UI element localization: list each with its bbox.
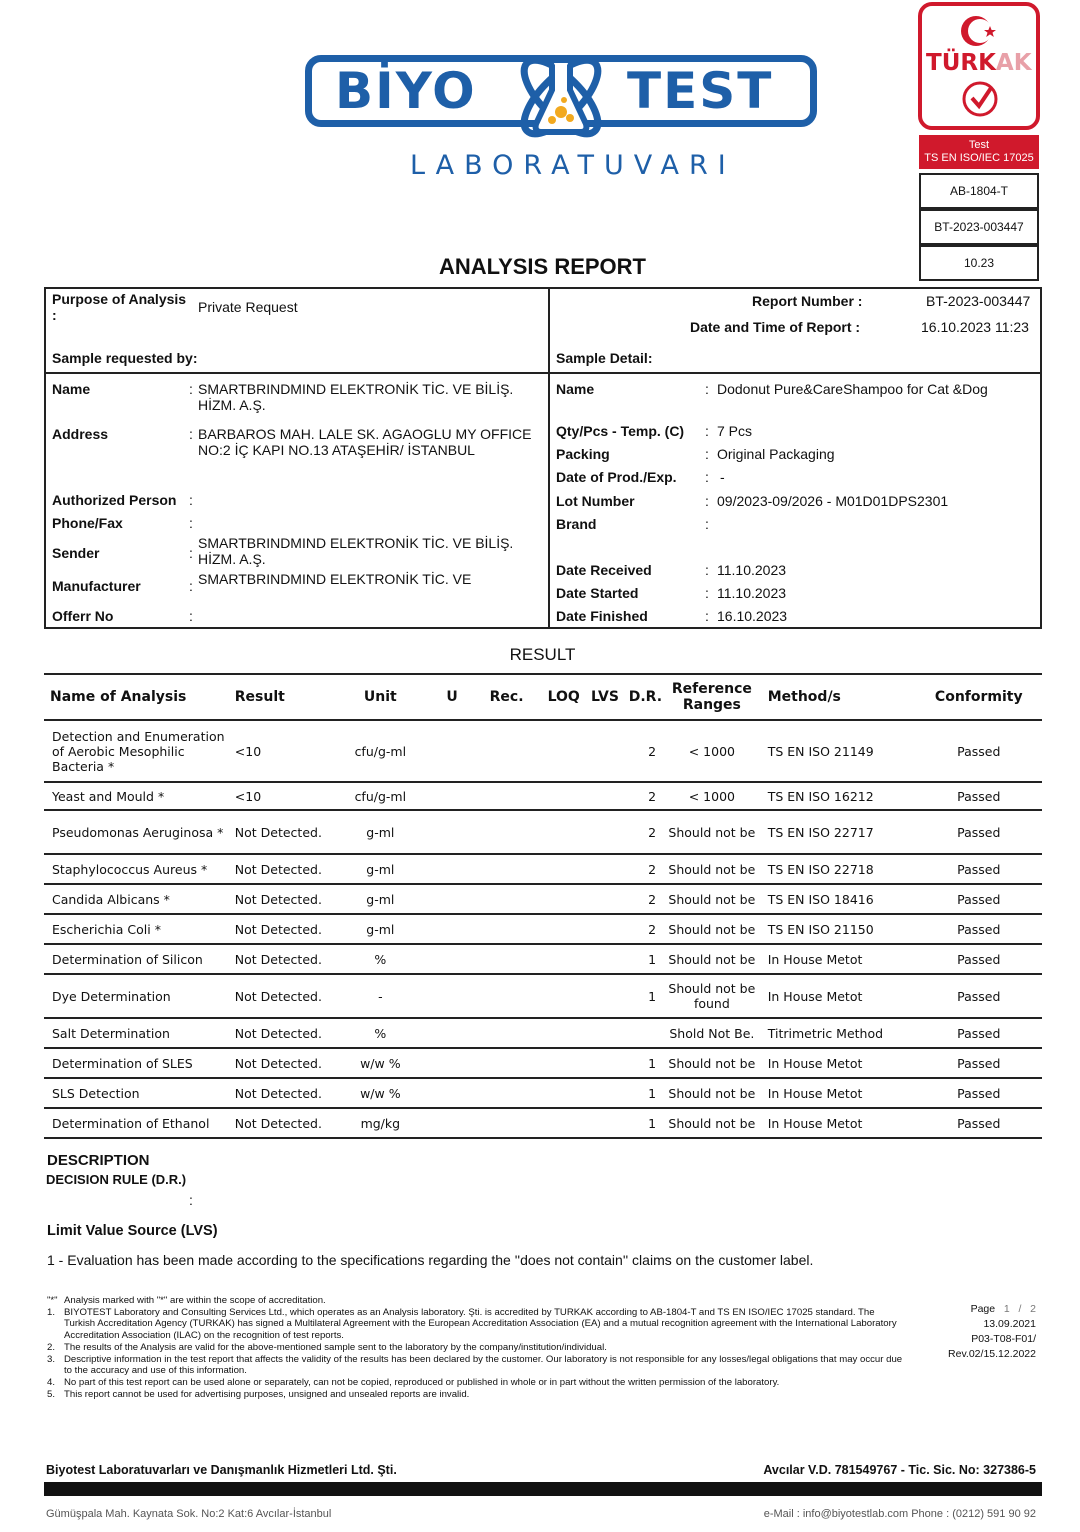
page-info	[930, 1302, 1036, 1362]
table-row	[44, 1078, 1042, 1108]
method-cell: In House Metot	[762, 944, 916, 974]
result-heading: RESULT	[509, 645, 576, 664]
rec-cell	[477, 974, 537, 1018]
lvs-cell: 1	[591, 974, 662, 1018]
conformity-cell: Passed	[916, 944, 1042, 974]
conformity-cell: Passed	[916, 1078, 1042, 1108]
unit-cell: g-ml	[333, 884, 427, 914]
loq-cell	[536, 854, 591, 884]
manufacturer-colon: :	[189, 578, 193, 594]
footer-contact: e-Mail : info@biyotestlab.com Phone : (0212) 591 90 92	[763, 1508, 1036, 1520]
received-value: 11.10.2023	[717, 562, 787, 578]
unit-cell: -	[333, 974, 427, 1018]
report-number-label: Report Number :	[752, 293, 863, 309]
col-reference-line2: Ranges	[682, 697, 741, 713]
lvs-cell: 2	[591, 914, 662, 944]
col-name: Name of Analysis	[44, 674, 229, 720]
turkak-wordmark: TÜRKAK	[926, 50, 1032, 76]
finished-label: Date Finished	[556, 608, 648, 624]
footer-company: Biyotest Laboratuvarları ve Danışmanlık Hizmetleri Ltd. Şti.	[46, 1463, 397, 1477]
manufacturer-value: SMARTBRINDMIND ELEKTRONİK TİC. VE	[198, 571, 472, 587]
finished-value: 16.10.2023	[717, 608, 788, 624]
footnote-text: This report cannot be used for advertising purposes, unsigned and unsealed reports are invalid.	[64, 1388, 470, 1400]
requester-name-colon: :	[189, 381, 193, 397]
started-label: Date Started	[556, 585, 639, 601]
analysis-name-cell: Dye Determination	[44, 974, 229, 1018]
result-cell: <10	[229, 782, 333, 810]
requester-name-line2: HİZM. A.Ş.	[198, 397, 266, 413]
requester-address-line1: BARBAROS MAH. LALE SK. AGAOGLU MY OFFICE	[198, 426, 532, 442]
decision-rule-label: DECISION RULE (D.R.)	[46, 1172, 187, 1187]
reference-cell: Should not be	[662, 914, 762, 944]
lvs-note: 1 - Evaluation has been made according to the specifications regarding the ''does not contain'' claims on the customer label.	[47, 1252, 814, 1268]
footnote-number: 4.	[47, 1376, 56, 1388]
authorized-colon: :	[189, 492, 193, 508]
result-cell: Not Detected.	[229, 914, 333, 944]
logo-text-left: BİYO	[335, 62, 477, 120]
loq-cell	[536, 944, 591, 974]
conformity-cell: Passed	[916, 810, 1042, 854]
analysis-name-cell: Determination of SLES	[44, 1048, 229, 1078]
description-title: DESCRIPTION	[47, 1152, 150, 1169]
started-colon: :	[705, 585, 709, 601]
unit-cell: w/w %	[333, 1078, 427, 1108]
analysis-name-cell: SLS Detection	[44, 1078, 229, 1108]
analysis-name-cell: Candida Albicans *	[44, 884, 229, 914]
method-cell: TS EN ISO 22717	[762, 810, 916, 854]
conformity-cell: Passed	[916, 1048, 1042, 1078]
table-row	[44, 944, 1042, 974]
purpose-label: Purpose of Analysis	[52, 291, 187, 307]
footnote-text: Descriptive information in the test report that affects the validity of the results has been declared by the customer. Our laboratory is not responsible for any losses/legal obligations that may occur due to the accuracy and use of this information.	[64, 1353, 903, 1377]
u-cell	[427, 1048, 476, 1078]
footnote-number: 3.	[47, 1353, 56, 1365]
logo-text-right: TEST	[627, 62, 774, 120]
method-cell: TS EN ISO 18416	[762, 884, 916, 914]
lvs-cell	[591, 1018, 662, 1048]
page-title: ANALYSIS REPORT	[438, 254, 646, 279]
lvs-cell: 1	[591, 1078, 662, 1108]
rec-cell	[477, 944, 537, 974]
sender-label: Sender	[52, 545, 100, 561]
tag-line-1: Test	[968, 139, 990, 151]
loq-cell	[536, 810, 591, 854]
analysis-name-cell: Staphylococcus Aureus *	[44, 854, 229, 884]
footnote-item	[47, 1307, 907, 1342]
result-cell: Not Detected.	[229, 1018, 333, 1048]
table-row	[44, 854, 1042, 884]
phone-colon: :	[189, 515, 193, 531]
purpose-colon: :	[52, 307, 57, 323]
qty-value: 7 Pcs	[717, 423, 753, 439]
started-value: 11.10.2023	[717, 585, 787, 601]
offer-label: Offerr No	[52, 608, 114, 624]
results-table	[44, 673, 1042, 1139]
analysis-name-cell: Escherichia Coli *	[44, 914, 229, 944]
conformity-cell: Passed	[916, 1108, 1042, 1138]
accreditation-code: AB-1804-T	[919, 173, 1039, 209]
requester-address-label: Address	[52, 426, 109, 442]
method-cell: Titrimetric Method	[762, 1018, 916, 1048]
conformity-cell: Passed	[916, 974, 1042, 1018]
col-dr: D.R.	[628, 689, 663, 705]
reference-cell: Should not be	[662, 944, 762, 974]
result-cell: Not Detected.	[229, 810, 333, 854]
requested-by-label: Sample requested by:	[52, 350, 198, 366]
sender-colon: :	[189, 545, 193, 561]
u-cell	[427, 810, 476, 854]
conformity-cell: Passed	[916, 854, 1042, 884]
purpose-value: Private Request	[198, 299, 298, 315]
lvs-title: Limit Value Source (LVS)	[47, 1223, 218, 1239]
received-label: Date Received	[556, 562, 652, 578]
footnote-text: BIYOTEST Laboratory and Consulting Services Ltd., which operates as an Analysis laboratory. Şti. is accredited by TURKAK according to AB-1804-T and TS EN ISO/IEC 17025 standard. The Turkish Accreditation Agency (TURKAK) has signed a Multilateral Agreement with the European Accreditation Association (EA) and a mutual recognition agreement with the International Laboratory Accreditation Association (ILAC) on the recognition of test reports.	[64, 1306, 897, 1342]
table-row	[44, 1048, 1042, 1078]
analysis-name-cell: Salt Determination	[44, 1018, 229, 1048]
result-cell: Not Detected.	[229, 884, 333, 914]
lvs-cell: 2	[591, 782, 662, 810]
footnote-number: 5.	[47, 1388, 56, 1400]
col-lvs: LVS	[591, 689, 619, 705]
col-loq: LOQ	[536, 674, 591, 720]
col-result: Result	[229, 674, 333, 720]
report-number-value: BT-2023-003447	[926, 293, 1031, 309]
unit-cell: %	[333, 1018, 427, 1048]
analysis-name-cell: Determination of Ethanol	[44, 1108, 229, 1138]
crescent-star-icon	[954, 10, 1004, 52]
footnote-item	[47, 1295, 907, 1307]
form-code: P03-T08-F01/	[971, 1333, 1036, 1345]
conformity-cell: Passed	[916, 782, 1042, 810]
loq-cell	[536, 1048, 591, 1078]
unit-cell: g-ml	[333, 854, 427, 884]
lot-colon: :	[705, 493, 709, 509]
footer-bar	[44, 1482, 1042, 1496]
rec-cell	[477, 914, 537, 944]
packing-colon: :	[705, 446, 709, 462]
lot-value: 09/2023-09/2026 - M01D01DPS2301	[717, 493, 949, 509]
analysis-name-cell: Detection and Enumeration of Aerobic Mesophilic Bacteria *	[44, 720, 229, 782]
prod-date-colon: :	[705, 469, 709, 485]
requester-name-line1: SMARTBRINDMIND ELEKTRONİK TİC. VE BİLİŞ.	[198, 381, 514, 397]
col-unit: Unit	[333, 674, 427, 720]
reference-cell: Should not be	[662, 854, 762, 884]
col-reference-line1: Reference	[671, 681, 752, 697]
footnote-text: The results of the Analysis are valid for the above-mentioned sample sent to the laboratory by the company/institution/individual.	[64, 1341, 607, 1353]
col-lvs-dr	[591, 674, 662, 720]
method-cell: In House Metot	[762, 974, 916, 1018]
result-cell: Not Detected.	[229, 974, 333, 1018]
sample-name-label: Name	[556, 381, 595, 397]
conformity-cell: Passed	[916, 1018, 1042, 1048]
lvs-cell: 1	[591, 1108, 662, 1138]
page-total: 2	[1030, 1303, 1036, 1315]
method-cell: TS EN ISO 16212	[762, 782, 916, 810]
footer-tax: Avcılar V.D. 781549767 - Tic. Sic. No: 327386-5	[763, 1463, 1036, 1477]
manufacturer-label: Manufacturer	[52, 578, 141, 594]
loq-cell	[536, 884, 591, 914]
result-cell: Not Detected.	[229, 1108, 333, 1138]
sender-line2: HİZM. A.Ş.	[198, 551, 266, 567]
table-row	[44, 974, 1042, 1018]
unit-cell: mg/kg	[333, 1108, 427, 1138]
unit-cell: w/w %	[333, 1048, 427, 1078]
loq-cell	[536, 974, 591, 1018]
footnote-number: 1.	[47, 1306, 56, 1318]
footnote-item	[47, 1389, 907, 1401]
tag-line-2: TS EN ISO/IEC 17025	[924, 152, 1034, 164]
loq-cell	[536, 782, 591, 810]
result-cell: Not Detected.	[229, 944, 333, 974]
page-number	[930, 1302, 1036, 1317]
conformity-cell: Passed	[916, 884, 1042, 914]
requester-name-label: Name	[52, 381, 91, 397]
footnote-item	[47, 1377, 907, 1389]
analysis-name-cell: Determination of Silicon	[44, 944, 229, 974]
u-cell	[427, 974, 476, 1018]
u-cell	[427, 1018, 476, 1048]
finished-colon: :	[705, 608, 709, 624]
reference-cell: < 1000	[662, 720, 762, 782]
packing-label: Packing	[556, 446, 610, 462]
rec-cell	[477, 782, 537, 810]
table-row	[44, 914, 1042, 944]
loq-cell	[536, 720, 591, 782]
rec-cell	[477, 1108, 537, 1138]
method-cell: In House Metot	[762, 1078, 916, 1108]
reference-cell: Shold Not Be.	[662, 1018, 762, 1048]
analysis-name-cell: Yeast and Mould *	[44, 782, 229, 810]
footnote-item	[47, 1354, 907, 1377]
phone-label: Phone/Fax	[52, 515, 123, 531]
page-label: Page	[970, 1303, 996, 1315]
rec-cell	[477, 720, 537, 782]
qty-label: Qty/Pcs - Temp. (C)	[556, 423, 685, 439]
sample-detail-label: Sample Detail:	[556, 350, 653, 366]
loq-cell	[536, 1108, 591, 1138]
logo-subtitle: LABORATUVARI	[410, 150, 736, 181]
u-cell	[427, 1108, 476, 1138]
lvs-cell: 2	[591, 854, 662, 884]
footnote-text: No part of this test report can be used alone or separately, can not be copied, reproduced or published in whole or in part without the written permission of the laboratory.	[64, 1376, 780, 1388]
table-row	[44, 1108, 1042, 1138]
col-rec: Rec.	[477, 674, 537, 720]
footnotes	[47, 1295, 907, 1400]
lvs-cell: 1	[591, 944, 662, 974]
reference-cell: Should not be	[662, 1048, 762, 1078]
table-row	[44, 720, 1042, 782]
reference-cell: Should not be	[662, 810, 762, 854]
u-cell	[427, 1078, 476, 1108]
authorized-label: Authorized Person	[52, 492, 177, 508]
report-date-label: Date and Time of Report :	[690, 319, 861, 335]
u-cell	[427, 782, 476, 810]
reference-cell: Should not be	[662, 884, 762, 914]
col-conformity: Conformity	[916, 674, 1042, 720]
offer-colon: :	[189, 608, 193, 624]
brand-label: Brand	[556, 516, 597, 532]
method-cell: In House Metot	[762, 1048, 916, 1078]
unit-cell: g-ml	[333, 810, 427, 854]
report-code: BT-2023-003447	[919, 209, 1039, 245]
result-cell: Not Detected.	[229, 1078, 333, 1108]
u-cell	[427, 720, 476, 782]
reference-cell: Should not be	[662, 1078, 762, 1108]
conformity-cell: Passed	[916, 720, 1042, 782]
accreditation-tag	[919, 135, 1039, 169]
footnote-item	[47, 1342, 907, 1354]
conformity-cell: Passed	[916, 914, 1042, 944]
sample-name-value: Dodonut Pure&CareShampoo for Cat &Dog	[717, 381, 988, 397]
report-date-value: 16.10.2023 11:23	[921, 319, 1029, 335]
u-cell	[427, 854, 476, 884]
u-cell	[427, 884, 476, 914]
analysis-name-cell: Pseudomonas Aeruginosa *	[44, 810, 229, 854]
loq-cell	[536, 1018, 591, 1048]
u-cell	[427, 944, 476, 974]
footer-address: Gümüşpala Mah. Kaynata Sok. No:2 Kat:6 Avcılar-İstanbul	[46, 1508, 332, 1520]
flask-atom-icon	[506, 42, 616, 152]
method-cell: In House Metot	[762, 1108, 916, 1138]
unit-cell: cfu/g-ml	[333, 720, 427, 782]
page-current: 1	[1003, 1303, 1010, 1315]
result-cell: <10	[229, 720, 333, 782]
lot-label: Lot Number	[556, 493, 635, 509]
loq-cell	[536, 914, 591, 944]
form-date: 13.09.2021	[983, 1318, 1036, 1330]
rec-cell	[477, 884, 537, 914]
rec-cell	[477, 810, 537, 854]
footnote-number: "*"	[47, 1295, 58, 1306]
rec-cell	[477, 854, 537, 884]
decision-rule-colon: :	[189, 1192, 193, 1208]
method-cell: TS EN ISO 22718	[762, 854, 916, 884]
page-sep: /	[1018, 1303, 1022, 1315]
rec-cell	[477, 1078, 537, 1108]
unit-cell: g-ml	[333, 914, 427, 944]
result-cell: Not Detected.	[229, 1048, 333, 1078]
reference-cell: Should not be	[662, 1108, 762, 1138]
method-cell: TS EN ISO 21150	[762, 914, 916, 944]
table-row	[44, 884, 1042, 914]
unit-cell: cfu/g-ml	[333, 782, 427, 810]
footnote-text: Analysis marked with "*" are within the scope of accreditation.	[64, 1295, 326, 1306]
col-method: Method/s	[762, 674, 916, 720]
unit-cell: %	[333, 944, 427, 974]
rec-cell	[477, 1048, 537, 1078]
qty-colon: :	[705, 423, 709, 439]
table-row	[44, 782, 1042, 810]
col-u: U	[427, 674, 476, 720]
u-cell	[427, 914, 476, 944]
sample-name-colon: :	[705, 381, 709, 397]
table-header-row	[44, 674, 1042, 720]
prod-date-value: -	[720, 469, 725, 485]
col-reference	[662, 674, 762, 720]
loq-cell	[536, 1078, 591, 1108]
table-row	[44, 1018, 1042, 1048]
sender-line1: SMARTBRINDMIND ELEKTRONİK TİC. VE BİLİŞ.	[198, 535, 514, 551]
result-cell: Not Detected.	[229, 854, 333, 884]
footnote-number: 2.	[47, 1341, 56, 1353]
reference-cell: Should not be found	[662, 974, 762, 1018]
brand-colon: :	[705, 516, 709, 532]
form-revision: Rev.02/15.12.2022	[948, 1348, 1036, 1360]
prod-date-label: Date of Prod./Exp.	[556, 469, 677, 485]
lvs-cell: 1	[591, 1048, 662, 1078]
table-row	[44, 810, 1042, 854]
method-cell: TS EN ISO 21149	[762, 720, 916, 782]
received-colon: :	[705, 562, 709, 578]
rec-cell	[477, 1018, 537, 1048]
lvs-cell: 2	[591, 884, 662, 914]
lvs-cell: 2	[591, 810, 662, 854]
reference-cell: < 1000	[662, 782, 762, 810]
requester-address-line2: NO:2 İÇ KAPI NO.13 ATAŞEHİR/ İSTANBUL	[198, 442, 475, 458]
month-code: 10.23	[919, 245, 1039, 281]
requester-address-colon: :	[189, 426, 193, 442]
lvs-cell: 2	[591, 720, 662, 782]
check-circle-icon	[961, 80, 999, 118]
packing-value: Original Packaging	[717, 446, 835, 462]
